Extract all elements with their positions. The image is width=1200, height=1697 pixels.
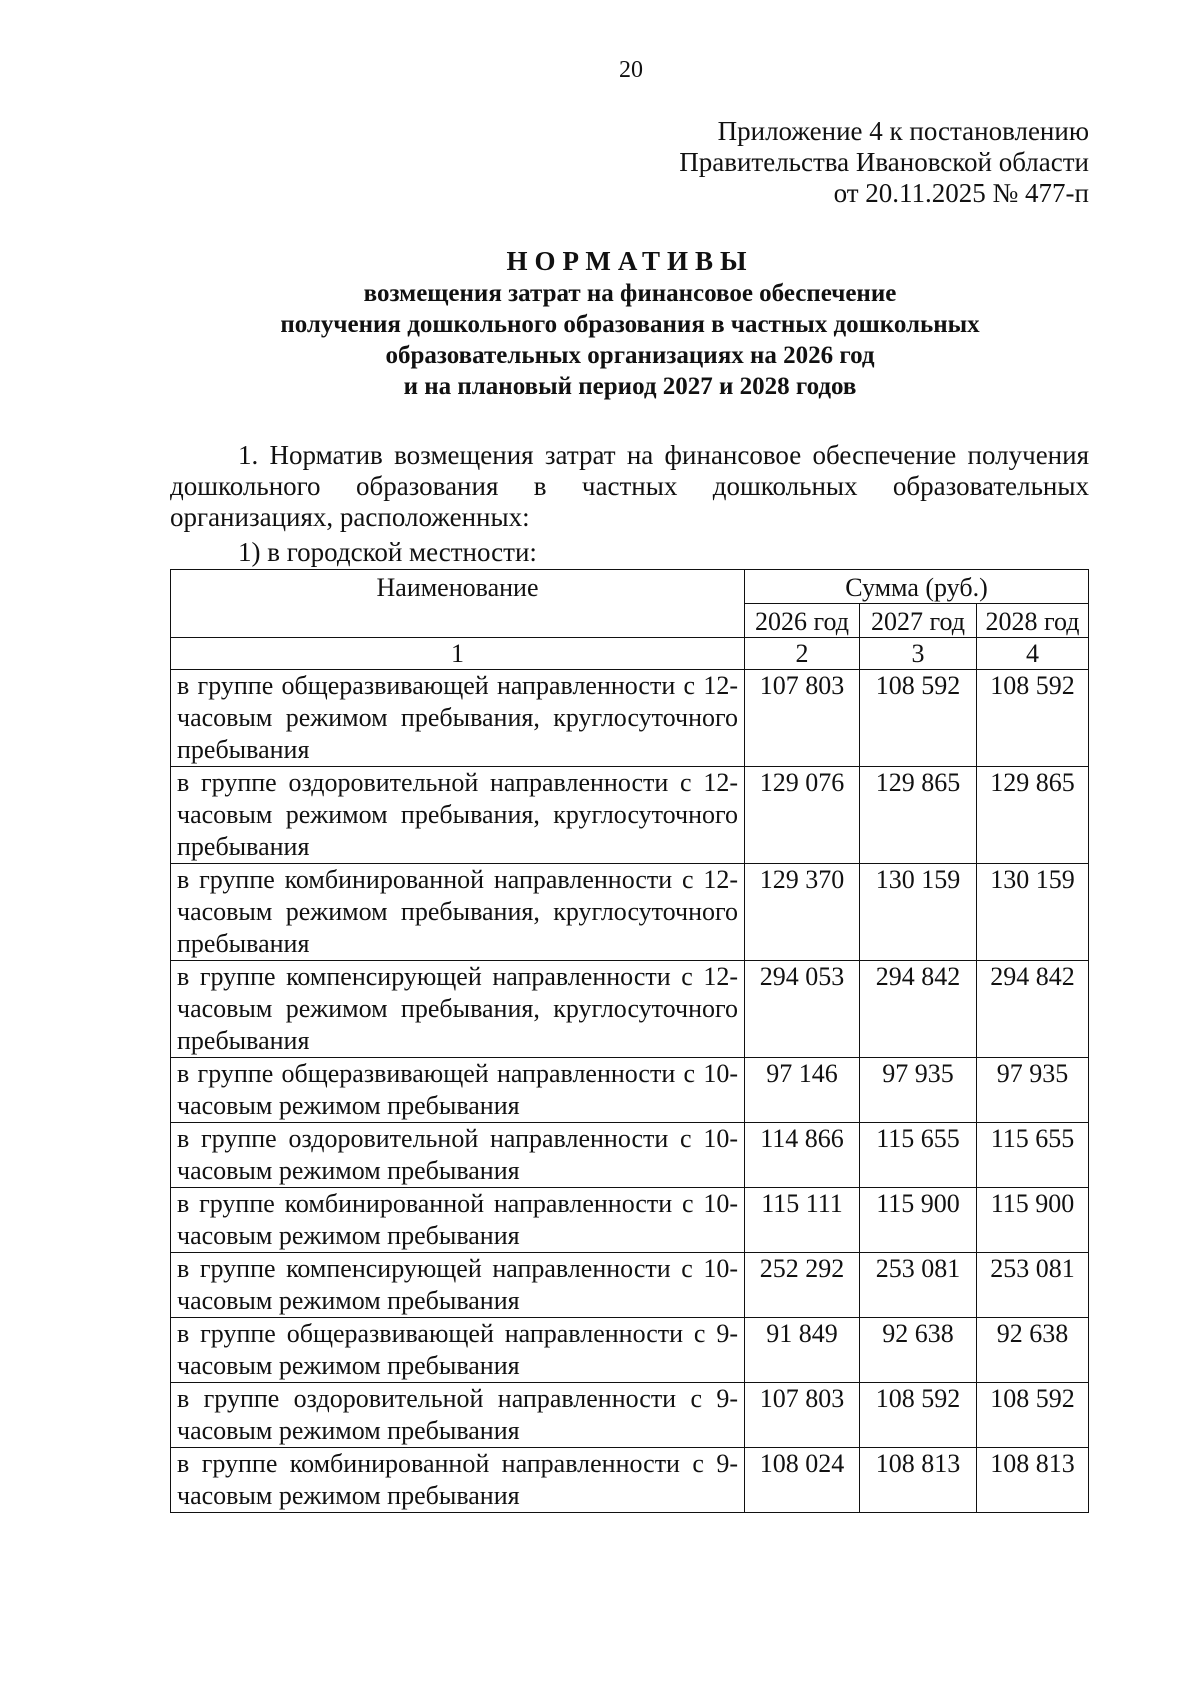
value-2027-cell: 253 081 [860,1253,977,1318]
value-2028-cell: 294 842 [977,961,1089,1058]
table-row [171,1383,1089,1448]
value-2027-cell: 294 842 [860,961,977,1058]
table-row [171,1253,1089,1318]
table-column-numbers-row [171,638,1089,670]
table-row [171,961,1089,1058]
table-row [171,864,1089,961]
row-name-cell: в группе оздоровительной направленности с 12-часовым режимом пребывания, круглосуточного пребывания [171,767,745,864]
table-row [171,1188,1089,1253]
header-sum: Сумма (руб.) [745,570,1089,604]
value-2028-cell: 108 813 [977,1448,1089,1513]
value-2028-cell: 108 592 [977,1383,1089,1448]
appendix-line-3: от 20.11.2025 № 477-п [833,178,1089,208]
value-2027-cell: 97 935 [860,1058,977,1123]
column-number-1: 1 [171,638,745,670]
value-2028-cell: 115 655 [977,1123,1089,1188]
table-row [171,670,1089,767]
value-2027-cell: 129 865 [860,767,977,864]
title-line-1: возмещения затрат на финансовое обеспечение [363,280,897,307]
value-2028-cell: 253 081 [977,1253,1089,1318]
row-name-cell: в группе общеразвивающей направленности с 12-часовым режимом пребывания, круглосуточного пребывания [171,670,745,767]
value-2026-cell: 107 803 [745,670,860,767]
table-row [171,1448,1089,1513]
table-row [171,767,1089,864]
title-line-3: образовательных организациях на 2026 год [385,342,875,369]
value-2028-cell: 115 900 [977,1188,1089,1253]
page-number: 20 [619,57,643,83]
header-year-2027: 2027 год [860,604,977,638]
row-name-cell: в группе комбинированной направленности с 10-часовым режимом пребывания [171,1188,745,1253]
table-header-row [171,570,1089,604]
value-2027-cell: 115 655 [860,1123,977,1188]
value-2027-cell: 130 159 [860,864,977,961]
table-row [171,1123,1089,1188]
row-name-cell: в группе общеразвивающей направленности с 10-часовым режимом пребывания [171,1058,745,1123]
appendix-reference [679,116,1089,209]
header-year-2026: 2026 год [745,604,860,638]
value-2026-cell: 115 111 [745,1188,860,1253]
value-2027-cell: 92 638 [860,1318,977,1383]
column-number-2: 2 [745,638,860,670]
value-2027-cell: 108 813 [860,1448,977,1513]
appendix-line-1: Приложение 4 к постановлению [717,116,1089,146]
value-2028-cell: 129 865 [977,767,1089,864]
value-2028-cell: 108 592 [977,670,1089,767]
value-2026-cell: 91 849 [745,1318,860,1383]
row-name-cell: в группе компенсирующей направленности с 10-часовым режимом пребывания [171,1253,745,1318]
value-2026-cell: 108 024 [745,1448,860,1513]
norms-table [170,569,1089,1513]
title-line-4: и на плановый период 2027 и 2028 годов [403,373,857,400]
row-name-cell: в группе оздоровительной направленности с 10-часовым режимом пребывания [171,1123,745,1188]
value-2028-cell: 97 935 [977,1058,1089,1123]
paragraph-1-text: 1. Норматив возмещения затрат на финансовое обеспечение получения дошкольного образования в частных дошкольных образовательных организациях, расположенных: [170,440,1089,532]
paragraph-1 [170,440,1089,533]
table-row [171,1318,1089,1383]
row-name-cell: в группе комбинированной направленности с 12-часовым режимом пребывания, круглосуточного пребывания [171,864,745,961]
row-name-cell: в группе комбинированной направленности с 9-часовым режимом пребывания [171,1448,745,1513]
row-name-cell: в группе компенсирующей направленности с 12-часовым режимом пребывания, круглосуточного пребывания [171,961,745,1058]
value-2026-cell: 97 146 [745,1058,860,1123]
row-name-cell: в группе оздоровительной направленности с 9-часовым режимом пребывания [171,1383,745,1448]
value-2026-cell: 114 866 [745,1123,860,1188]
value-2028-cell: 92 638 [977,1318,1089,1383]
value-2026-cell: 129 370 [745,864,860,961]
value-2027-cell: 108 592 [860,1383,977,1448]
paragraph-2: 1) в городской местности: [238,537,537,567]
document-title [170,245,1090,402]
appendix-line-2: Правительства Ивановской области [679,147,1089,177]
value-2026-cell: 129 076 [745,767,860,864]
row-name-cell: в группе общеразвивающей направленности с 9-часовым режимом пребывания [171,1318,745,1383]
value-2027-cell: 115 900 [860,1188,977,1253]
value-2027-cell: 108 592 [860,670,977,767]
title-line-2: получения дошкольного образования в частных дошкольных [280,311,980,338]
header-name: Наименование [171,570,745,638]
value-2028-cell: 130 159 [977,864,1089,961]
header-year-2028: 2028 год [977,604,1089,638]
value-2026-cell: 294 053 [745,961,860,1058]
table-row [171,1058,1089,1123]
value-2026-cell: 107 803 [745,1383,860,1448]
column-number-4: 4 [977,638,1089,670]
title-main: НОРМАТИВЫ [506,246,754,276]
column-number-3: 3 [860,638,977,670]
value-2026-cell: 252 292 [745,1253,860,1318]
